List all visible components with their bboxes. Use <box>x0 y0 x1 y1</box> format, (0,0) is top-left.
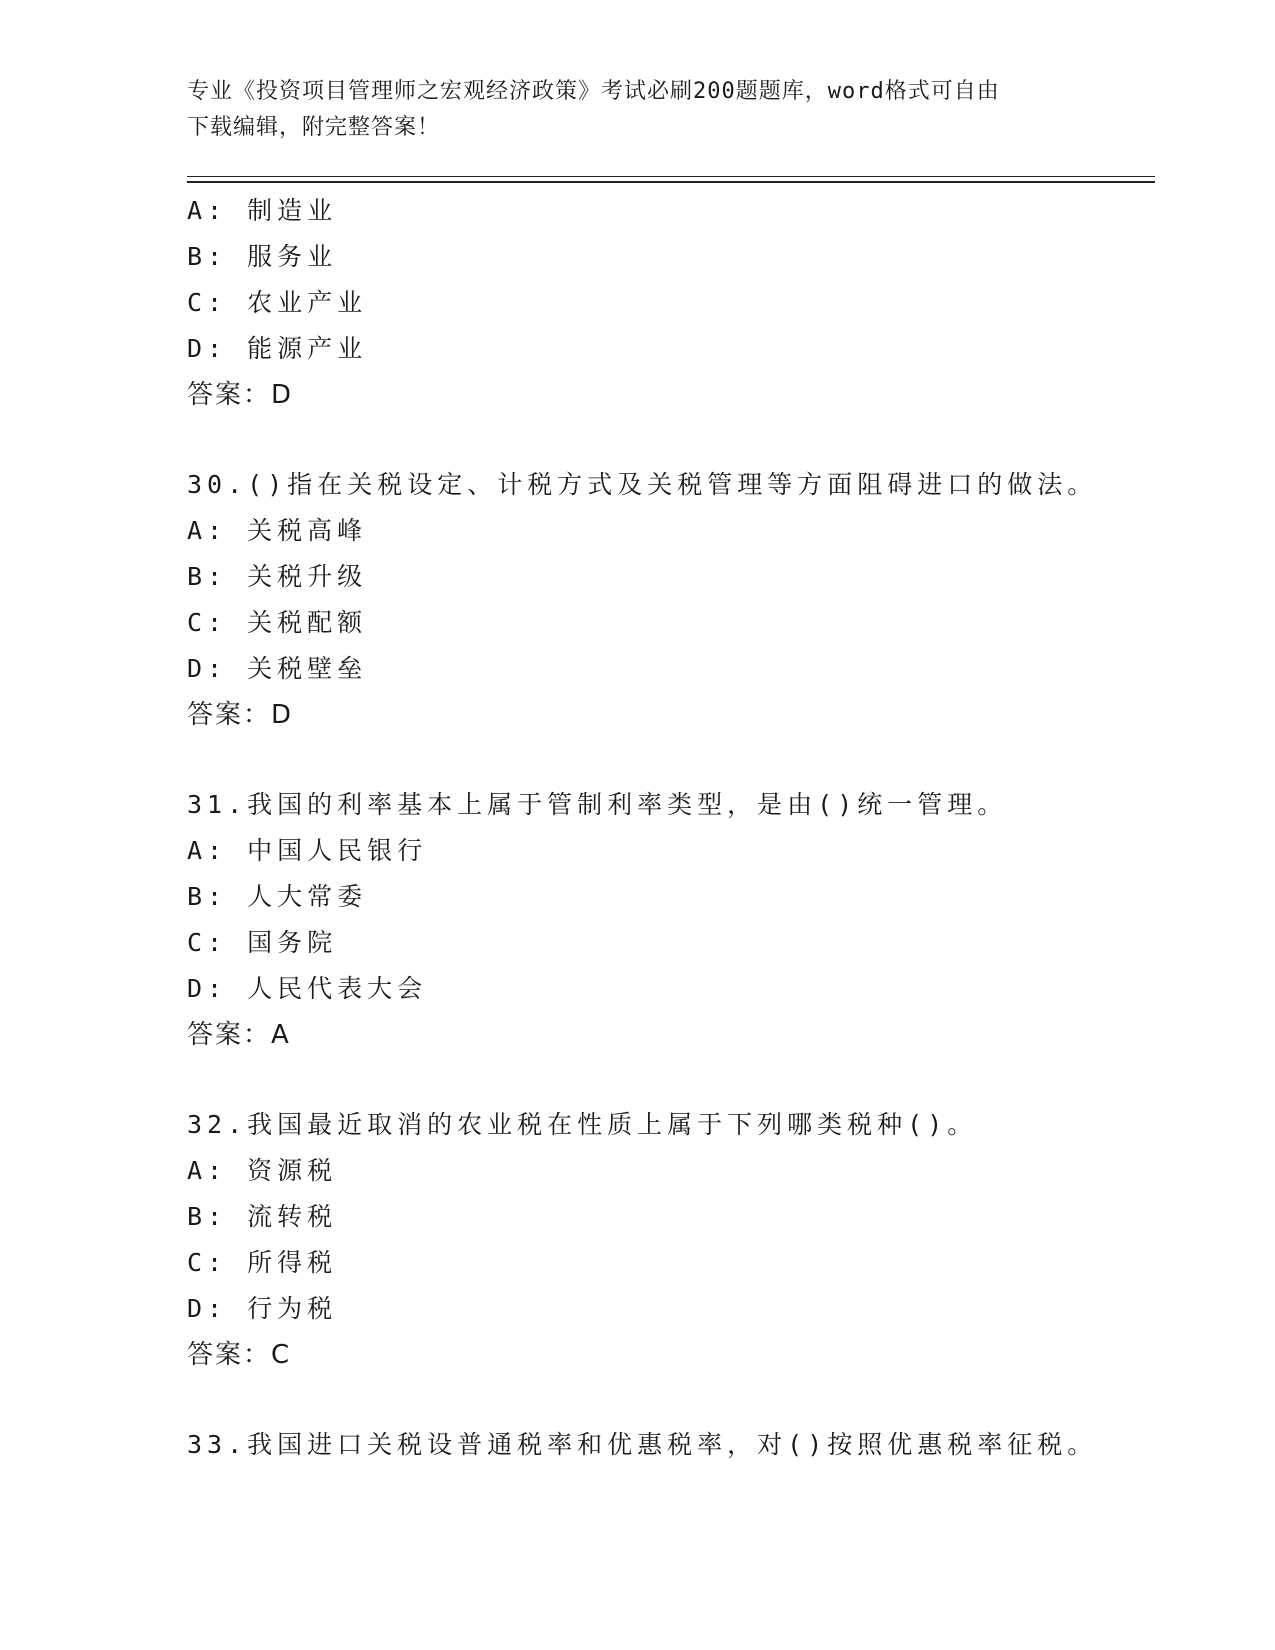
option-b: B: 流转税 <box>187 1202 338 1231</box>
question-text: 30.()指在关税设定、计税方式及关税管理等方面阻碍进口的做法。 <box>187 470 1098 499</box>
option-b: B: 关税升级 <box>187 562 368 591</box>
document-header <box>187 74 1087 146</box>
option-c: C: 关税配额 <box>187 608 368 637</box>
question-block-30 <box>187 462 1147 738</box>
answer-line: 答案：A <box>187 1020 291 1050</box>
question-text: 32.我国最近取消的农业税在性质上属于下列哪类税种()。 <box>187 1110 978 1139</box>
answer-line: 答案：C <box>187 1340 292 1370</box>
option-a: A: 资源税 <box>187 1156 338 1185</box>
question-text: 33.我国进口关税设普通税率和优惠税率，对()按照优惠税率征税。 <box>187 1430 1098 1459</box>
question-block-29 <box>187 188 1147 418</box>
option-b: B: 人大常委 <box>187 882 368 911</box>
question-block-33 <box>187 1422 1147 1468</box>
option-c: C: 所得税 <box>187 1248 338 1277</box>
option-d: D: 行为税 <box>187 1294 338 1323</box>
option-a: A: 中国人民银行 <box>187 836 428 865</box>
answer-line: 答案：D <box>187 380 294 410</box>
option-d: D: 能源产业 <box>187 334 368 363</box>
header-divider-thin <box>187 176 1155 177</box>
question-block-32 <box>187 1102 1147 1378</box>
header-divider-thick <box>187 181 1155 183</box>
option-d: D: 关税壁垒 <box>187 654 368 683</box>
option-a: A: 关税高峰 <box>187 516 368 545</box>
question-list <box>187 188 1147 1468</box>
option-d: D: 人民代表大会 <box>187 974 428 1003</box>
question-text: 31.我国的利率基本上属于管制利率类型，是由()统一管理。 <box>187 790 1008 819</box>
header-title-line-2: 下载编辑，附完整答案！ <box>187 115 441 140</box>
option-c: C: 农业产业 <box>187 288 368 317</box>
header-title-line-1: 专业《投资项目管理师之宏观经济政策》考试必刷200题题库，word格式可自由 <box>187 79 1000 104</box>
option-b: B: 服务业 <box>187 242 338 271</box>
option-a: A: 制造业 <box>187 196 338 225</box>
answer-line: 答案：D <box>187 700 294 730</box>
option-c: C: 国务院 <box>187 928 338 957</box>
question-block-31 <box>187 782 1147 1058</box>
